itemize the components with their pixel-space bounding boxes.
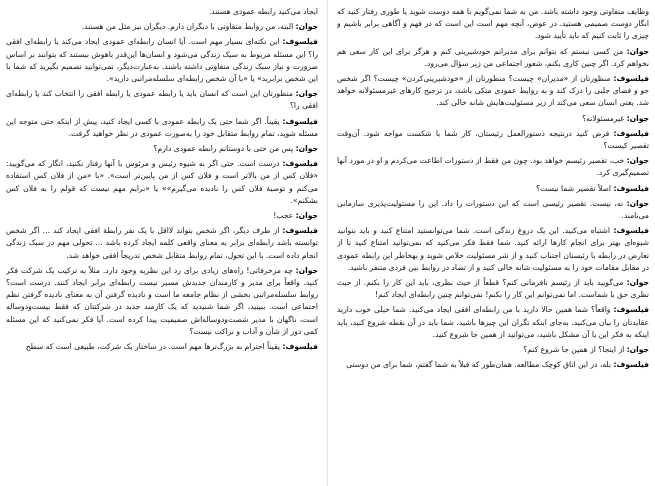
- paragraph-text: منظورتان از «مدیران» چیست؟ منظورتان از «خودشیرینی‌کردن» چیست؟ اگر شخص جو و فضای جلبی را درک کند و به روابط عمودی متکی باشد، در ترجیح کارهای غیرمسئولانه خواهد شد. یعنی انسان سعی می‌کند از زیر مسئولیت‌هایش شانه خالی کند.: [337, 74, 649, 108]
- dialogue-paragraph: [337, 73, 649, 110]
- dialogue-paragraph: [337, 277, 649, 301]
- paragraph-text: ایجاد می‌کنید رابطه عمودی هستند.: [208, 7, 318, 16]
- dialogue-paragraph: [337, 46, 649, 70]
- dialogue-paragraph: [6, 116, 318, 140]
- speaker-label: فیلسوف:: [613, 226, 649, 236]
- speaker-label: فیلسوف:: [282, 342, 318, 352]
- paragraph-text: منظورتان این است که انسان باید یا رابطه عمودی یا رابطه افقی را انتخاب کند یا رابطه‌ای افقی را؟: [6, 89, 318, 111]
- paragraph-text: خب، تقصیر رئیسم خواهد بود. چون من فقط از دستورات اطاعت می‌کردم و او در مورد آنها تصمیم‌گیری کرد.: [337, 156, 649, 178]
- speaker-label: جوان:: [626, 198, 649, 208]
- paragraph-text: اشتباه می‌کنید. این یک دروغ زندگی است. شما می‌توانستید امتناع کنید و باید بتوانید شیوه‌ای بهتر برای انجام کارها ارائه کنید. شما فقط فکر می‌کنید که نمی‌توانید امتناع کنید تا از تعارض در رابطه با رئیستان اجتناب کنید و از شر مسئولیت خلاص شوید و بهخاطر این رابطه عمودی در مقابل مقامات خود را به مسئولیت شانه خالی کنید و از تضاد در روابط بین فردی متنفر باشید.: [337, 226, 649, 272]
- speaker-label: فیلسوف:: [613, 183, 649, 193]
- speaker-label: جوان:: [626, 156, 649, 166]
- paragraph-text: چه مزخرفاتی! راه‌های زیادی برای رد این نظریه وجود دارد. مثلاً به ترکیب یک شرکت فکر کنید. واقعاً برای مدیر و کارمندان جدیدش مسیر نیست رابطه‌ای برابر ایجاد کنند. درست است؟ روابط سلسله‌مراتبی بخشی از نظام جامعه ما است و نادیده گرفتن آن به معنای نادیده گرفتن نظم اجتماعی است. ببینید، اگر شما شنیدید که یک کارمند جدید در شرکتتان که فقط بیست‌ودوساله است، ناگهان با مدیر شصت‌ودوساله‌اش صمیمیت پیدا کرده است. آیا فکر نمی‌کنید که این مسئله کمی دور از شأن و آداب و نزاکت نیست؟: [6, 265, 318, 336]
- speaker-label: فیلسوف:: [613, 360, 649, 370]
- dialogue-paragraph: [337, 225, 649, 274]
- paragraph-text: واقعاً؟ شما همین حالا دارید با من رابطه‌ای افقی ایجاد می‌کنید. شما خیلی خوب دارید عقایدتان را بیان می‌کنید. به‌جای اینکه نگران این چیزها باشید، شما باید در آن نقطه شروع کنید، باید اینکه به فکر این یا آن مشکل باشید، می‌توانید از همین جا شروع کنید.: [337, 305, 649, 339]
- paragraph-text: بله، در این اتاق کوچک مطالعه. همان‌طور که قبلاً به شما گفتم، شما برای من دوستی: [346, 360, 612, 370]
- paragraph-text: از طرف دیگر، اگر شخص بتواند لااقل با یک نفر رابطهٔ افقی ایجاد کند ... اگر شخص توانسته باشد رابطه‌ای برابر به معنای واقعی کلمه ایجاد کرده باشد ... تحولی مهم در سبک زندگی انجام داده است. با این تحول، تمام روابط متقابل شخص تدریجاً افقی خواهد شد.: [6, 226, 318, 260]
- speaker-label: جوان:: [295, 211, 318, 221]
- paragraph-text: درست است. حتی اگر به شیوه رئیس و مرئوس با آنها رفتار نکنید، انگار که می‌گویید: «فلان کس از من بالاتر است و فلان کس از من پایین‌تر است». «با «من از فلان کس استفاده می‌کنم و توصیهٔ فلان کس را نادیده می‌گیرم»» یا «برایم مهم نیست که قولم را به فلان کس بشکنم».: [6, 159, 318, 205]
- dialogue-paragraph: [6, 36, 318, 85]
- paragraph-text: فرض کنید درنتیجه دستورالعمل رئیستان، کار شما با شکست مواجه شود. آن‌وقت تقصیر کیست؟: [337, 128, 649, 151]
- dialogue-paragraph: [337, 6, 649, 43]
- dialogue-paragraph: [337, 113, 649, 125]
- dialogue-paragraph: [6, 341, 318, 353]
- left-page-column: [6, 6, 318, 484]
- speaker-label: فیلسوف:: [613, 305, 649, 315]
- speaker-label: جوان:: [626, 278, 649, 288]
- paragraph-text: اصلاً تقصیر شما نیست؟: [535, 183, 612, 193]
- speaker-label: فیلسوف:: [282, 37, 318, 47]
- speaker-label: فیلسوف:: [282, 226, 318, 236]
- dialogue-paragraph: [337, 183, 649, 195]
- speaker-label: فیلسوف:: [282, 116, 318, 126]
- paragraph-text: از اینجا؟ از همین جا شروع کنم؟: [523, 345, 625, 355]
- paragraph-text: می‌گویید باید از رئیسم نافرمانی کنم؟ قطعاً از حیث نظری، باید این کار را بکنم. از حیث نظری حق با شماست. اما نمی‌توانم این کار را بکنم! نمی‌توانم چنین رابطه‌ای ایجاد کنم!: [337, 278, 649, 300]
- dialogue-paragraph: [337, 155, 649, 179]
- dialogue-paragraph: [337, 344, 649, 356]
- speaker-label: جوان:: [295, 89, 318, 99]
- speaker-label: جوان:: [295, 22, 318, 32]
- speaker-label: جوان:: [295, 265, 318, 275]
- dialogue-paragraph: [6, 210, 318, 222]
- page-gutter: [327, 0, 328, 486]
- paragraph-text: این نکته‌ای بسیار مهم است. آیا انسان رابطه‌ای عمودی ایجاد می‌کند یا رابطه‌ای افقی را؟ این مسئله مربوط به سبک زندگی می‌شود و انسان‌ها این‌قدر باهوش نیستند که بتوانند بر اساس ضرورت و نیاز سبک زندگی متفاوتی داشته باشند. به‌عبارت‌دیگر، نمی‌توانید تصمیم بگیرید که شما با این شخص برابرید» یا «با آن شخص رابطه‌ای سلسله‌مراتبی دارید».: [6, 37, 318, 84]
- dialogue-paragraph: [337, 359, 649, 371]
- speaker-label: جوان:: [295, 144, 318, 154]
- paragraph-text: عجب!: [273, 211, 294, 221]
- speaker-label: جوان:: [626, 113, 649, 123]
- speaker-label: جوان:: [626, 345, 649, 355]
- dialogue-paragraph: [337, 128, 649, 152]
- speaker-label: فیلسوف:: [613, 74, 649, 84]
- paragraph-text: البته، من روابط متفاوتی با دیگران دارم. دیگران نیز مثل من هستند.: [81, 22, 294, 32]
- paragraph-text: پس من حتی با دوستانم رابطه عمودی دارم؟: [153, 144, 294, 154]
- paragraph-text: وظایف متفاوتی وجود داشته باشد. من به شما نمی‌گویم با همه دوست شوید یا طوری رفتار کنید که انگار دوست صمیمی هستید. در عوض، آنچه مهم است این است که در فهم و آگاهی برابر باشیم و چیزی را ثابت کنیم که باید تأیید شود.: [337, 7, 649, 41]
- speaker-label: فیلسوف:: [282, 159, 318, 169]
- dialogue-paragraph: [6, 158, 318, 207]
- speaker-label: جوان:: [626, 46, 649, 56]
- right-page-column: [337, 6, 649, 484]
- paragraph-text: یقیناً احترام به بزرگ‌ترها مهم است. در ساختار یک شرکت، طبیعی است که سطح: [25, 342, 281, 352]
- dialogue-paragraph: [6, 88, 318, 112]
- paragraph-text: من کسی نیستم که بتوانم برای مدیرانم خودشیرینی کنم و هرگز برای این کار سعی هم نخواهم کرد. اگر چنین کاری بکنم، شعور اجتماعی من زیر سؤال می‌رود.: [337, 46, 649, 68]
- paragraph-text: غیرمسئولانه؟: [582, 113, 625, 123]
- dialogue-paragraph: [6, 265, 318, 338]
- dialogue-paragraph: [6, 21, 318, 33]
- dialogue-paragraph: [6, 143, 318, 155]
- speaker-label: فیلسوف:: [613, 128, 649, 138]
- paragraph-text: یقیناً. اگر شما حتی یک رابطه عمودی با کسی ایجاد کنید، پیش از اینکه حتی متوجه این مسئله شوید، تمام روابط متقابل خود را به‌صورت عمودی در نظر خواهید گرفت.: [6, 116, 318, 138]
- dialogue-paragraph: [337, 304, 649, 341]
- dialogue-paragraph: [337, 198, 649, 222]
- paragraph-text: نه، نیست. تقصیر رئیسی است که این دستورات را داد. این را مسئولیت‌پذیری سازمانی می‌نامند.: [337, 198, 649, 221]
- dialogue-paragraph: [6, 225, 318, 262]
- dialogue-paragraph: [6, 6, 318, 18]
